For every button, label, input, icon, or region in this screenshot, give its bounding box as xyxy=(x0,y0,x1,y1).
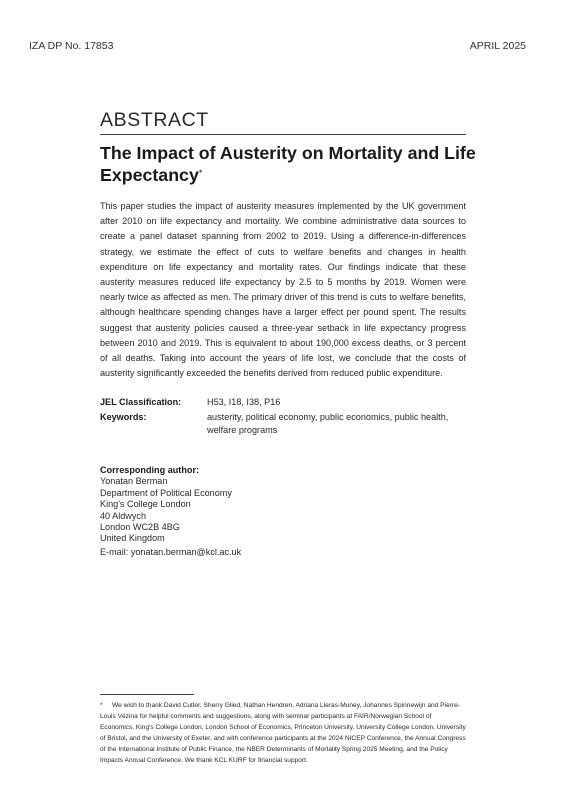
series-number: IZA DP No. 17853 xyxy=(29,40,114,52)
publication-date: APRIL 2025 xyxy=(469,40,526,52)
abstract-body: This paper studies the impact of austerity measures implemented by the UK government after 2010 on life expectancy and mortality. We combine administrative data sources to create a panel dataset spanning from 2002 to 2019. Using a difference-in-differences strategy, we estimate the effect of cuts to welfare benefits and changes in health expenditure on life expectancy and mortality rates. Our findings indicate that these austerity measures reduced life expectancy by 2.5 to 5 months by 2019. Women were nearly twice as affected as men. The primary driver of this trend is cuts to welfare benefits, although healthcare spending changes have a larger effect per pound spent. The results suggest that austerity policies caused a three-year setback in life expectancy progress between 2010 and 2019. This is equivalent to about 190,000 excess deaths, or 3 percent of all deaths. Taking into account the years of life lost, we conclude that the costs of austerity significantly exceeded the benefits derived from reduced public expenditure. xyxy=(100,201,466,379)
paper-title-text: The Impact of Austerity on Mortality and Life Expectancy xyxy=(100,143,476,185)
corresponding-author-block xyxy=(100,465,241,558)
footnote-marker: * xyxy=(100,702,103,709)
footnote xyxy=(100,700,466,766)
footnote-text: We wish to thank David Cutler, Sherry Glied, Nathan Hendren, Adriana Lleras-Muney, Johannes Spinnewijn and Pierre-Louis Vézina for helpful comments and suggestions, along with seminar participants at FAIR/Norwegian School of Economics, King's College London, London School of Economics, Princeton University, University College London, University of Bristol, and the University of Exeter, and with conference participants at the 2024 NICEP Conference, the Annual Congress of the International Institute of Public Finance, the NBER Determinants of Mortality Spring 2025 Meeting, and the Policy Impacts Annual Conference. We thank KCL KURF for financial support. xyxy=(100,702,466,764)
keywords-list: austerity, political economy, public economics, public health, welfare programs xyxy=(207,412,449,435)
author-department: Department of Political Economy xyxy=(100,487,232,498)
abstract-heading: ABSTRACT xyxy=(100,109,209,131)
jel-label: JEL Classification: xyxy=(100,397,182,407)
footnote-rule xyxy=(100,694,194,695)
author-street: 40 Aldwych xyxy=(100,510,147,521)
jel-codes: H53, I18, I38, P16 xyxy=(207,397,281,407)
corresponding-author-label: Corresponding author: xyxy=(100,465,200,475)
author-email[interactable]: E-mail: yonatan.berman@kcl.ac.uk xyxy=(100,546,242,557)
paper-title xyxy=(100,142,480,186)
heading-rule xyxy=(100,134,466,135)
author-name: Yonatan Berman xyxy=(100,476,168,487)
author-institution: King's College London xyxy=(100,499,191,510)
keywords-label: Keywords: xyxy=(100,412,147,422)
author-country: United Kingdom xyxy=(100,533,165,544)
title-footnote-marker: * xyxy=(198,168,203,178)
author-city: London WC2B 4BG xyxy=(100,522,180,533)
